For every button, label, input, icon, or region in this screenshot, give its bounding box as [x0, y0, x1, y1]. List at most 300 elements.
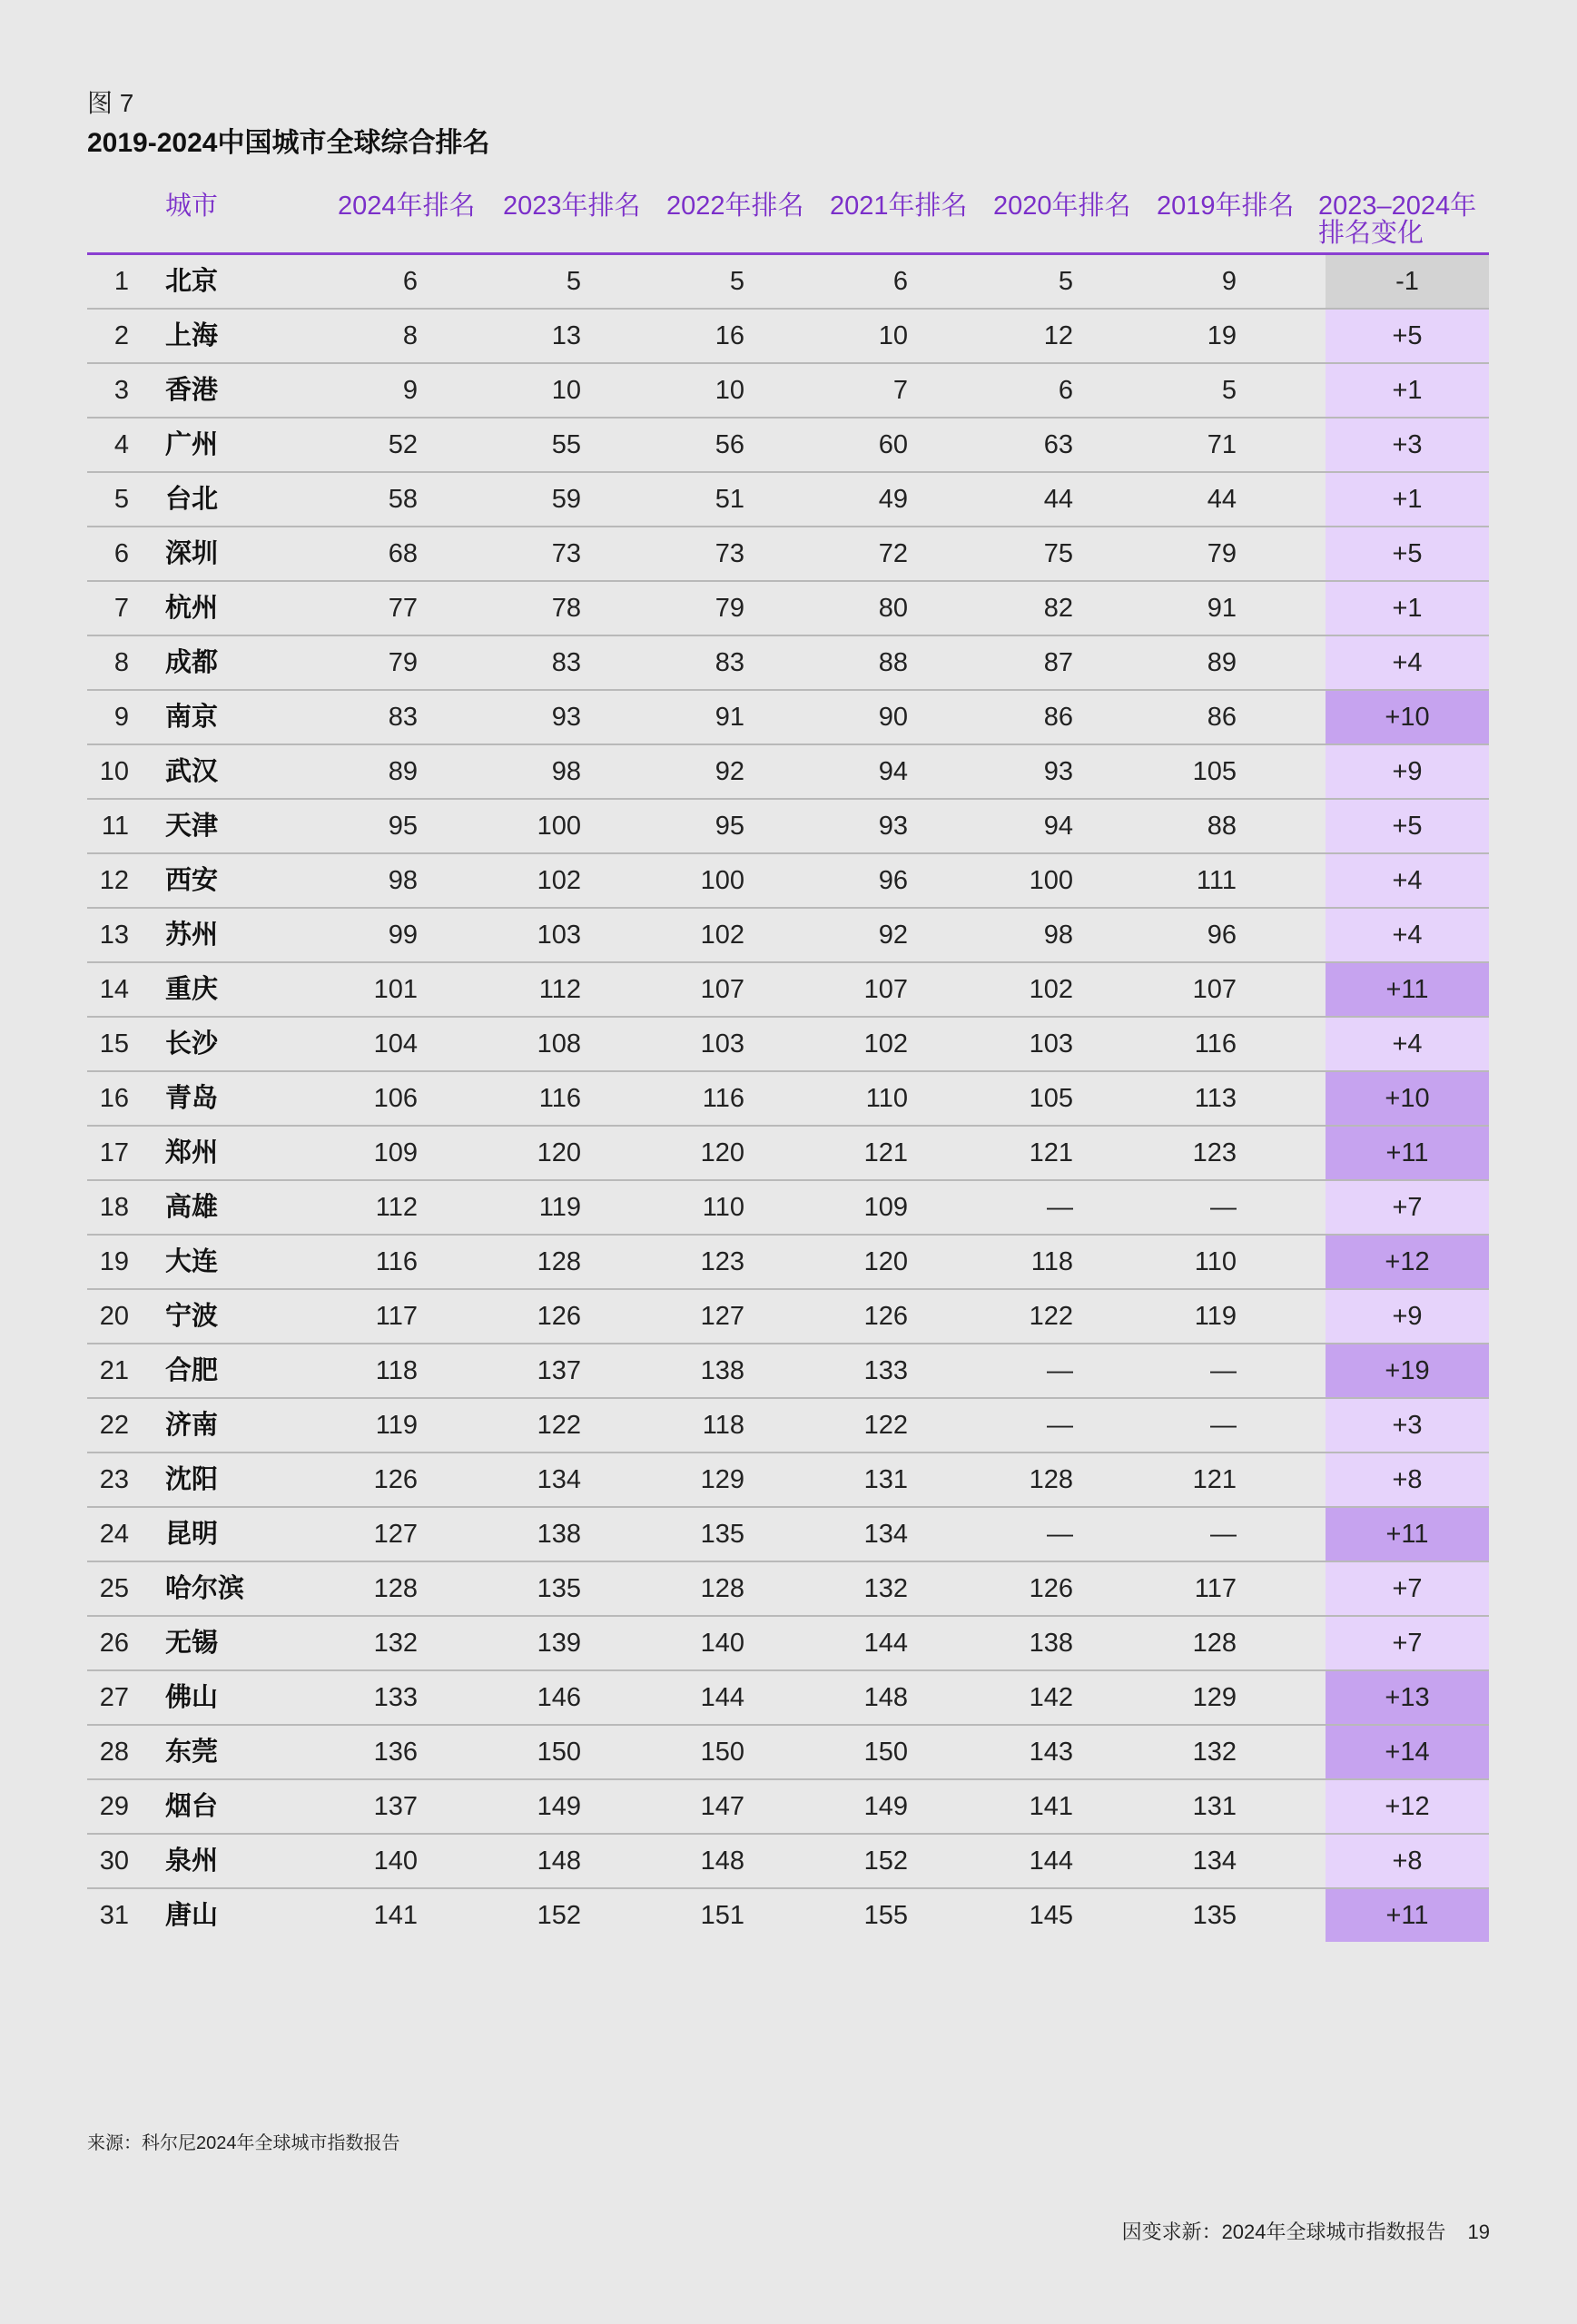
rank-2021: 150 [863, 1738, 908, 1767]
city-name: 长沙 [165, 1029, 219, 1059]
row-index: 12 [99, 866, 129, 895]
rank-2022: 123 [700, 1247, 744, 1276]
table-header [87, 182, 1489, 255]
rank-change: +7 [1326, 1617, 1489, 1669]
rank-2019: 19 [1207, 321, 1237, 350]
rank-2021: 110 [865, 1084, 908, 1113]
row-index: 4 [113, 430, 129, 459]
rank-2020: 94 [1043, 812, 1073, 841]
row-index: 9 [113, 703, 129, 732]
rank-2023: 103 [537, 921, 581, 950]
rank-2023: 93 [551, 703, 581, 732]
table-row [87, 582, 1489, 636]
rank-2021: 80 [878, 594, 908, 623]
rank-2022: 95 [715, 812, 744, 841]
row-index: 25 [99, 1574, 129, 1603]
row-index: 30 [99, 1846, 129, 1876]
row-index: 24 [99, 1520, 129, 1549]
city-name: 哈尔滨 [165, 1574, 245, 1603]
source-note: 来源：科尔尼2024年全球城市指数报告 [87, 2133, 400, 2153]
rank-2022: 73 [715, 539, 744, 568]
table-row [87, 691, 1489, 745]
rank-2021: 96 [878, 866, 908, 895]
rank-2021: 10 [878, 321, 908, 350]
rank-2020: 105 [1029, 1084, 1073, 1113]
rank-2019: 132 [1192, 1738, 1237, 1767]
rank-change: +11 [1326, 1127, 1489, 1179]
city-name: 成都 [165, 648, 219, 677]
table-row [87, 1290, 1489, 1344]
row-index: 27 [99, 1683, 129, 1712]
rank-2020: 126 [1029, 1574, 1073, 1603]
city-name: 深圳 [165, 539, 219, 568]
rank-2019: 123 [1192, 1138, 1237, 1167]
header-change-line1: 2023–2024年 [1318, 192, 1477, 221]
rank-2021: 6 [892, 267, 908, 296]
row-index: 15 [99, 1029, 129, 1059]
city-name: 东莞 [165, 1738, 219, 1767]
rank-2024: 58 [388, 485, 418, 514]
header-change [1318, 192, 1491, 247]
row-index: 13 [99, 921, 129, 950]
rank-2019: 135 [1192, 1901, 1237, 1930]
rank-2019: — [1210, 1193, 1237, 1222]
rank-2020: 44 [1043, 485, 1073, 514]
row-index: 5 [113, 485, 129, 514]
rank-change: +5 [1326, 527, 1489, 580]
rank-2020: 121 [1029, 1138, 1073, 1167]
page-number: 19 [1467, 2221, 1490, 2243]
rank-2023: 148 [537, 1846, 581, 1876]
rank-2024: 6 [402, 267, 418, 296]
rank-2020: 118 [1030, 1247, 1073, 1276]
rank-2023: 120 [537, 1138, 581, 1167]
rank-2019: — [1210, 1411, 1237, 1440]
row-index: 26 [99, 1629, 129, 1658]
city-name: 重庆 [165, 975, 219, 1004]
city-name: 宁波 [165, 1302, 219, 1331]
rank-2024: 116 [375, 1247, 418, 1276]
rank-2019: 134 [1192, 1846, 1237, 1876]
row-index: 31 [99, 1901, 129, 1930]
rank-change: +4 [1326, 854, 1489, 907]
rank-2022: 5 [729, 267, 744, 296]
row-index: 10 [99, 757, 129, 786]
rank-2023: 98 [551, 757, 581, 786]
rank-2021: 144 [863, 1629, 908, 1658]
rank-2024: 119 [375, 1411, 418, 1440]
rank-2019: 9 [1221, 267, 1237, 296]
rank-2023: 112 [538, 975, 581, 1004]
rank-2019: 96 [1207, 921, 1237, 950]
table-row [87, 909, 1489, 963]
rank-2020: 93 [1043, 757, 1073, 786]
row-index: 7 [113, 594, 129, 623]
rank-2023: 13 [551, 321, 581, 350]
rank-2021: 126 [863, 1302, 908, 1331]
rank-2022: 107 [700, 975, 744, 1004]
rank-2023: 119 [538, 1193, 581, 1222]
rank-2023: 5 [566, 267, 581, 296]
header-2019: 2019年排名 [1157, 192, 1295, 221]
rank-2024: 99 [388, 921, 418, 950]
city-name: 苏州 [165, 921, 219, 950]
rank-2024: 83 [388, 703, 418, 732]
row-index: 3 [113, 376, 129, 405]
city-name: 无锡 [165, 1629, 219, 1658]
rank-change: +1 [1326, 364, 1489, 417]
rank-2019: 113 [1194, 1084, 1237, 1113]
rank-change: +11 [1326, 1508, 1489, 1561]
rank-2022: 140 [700, 1629, 744, 1658]
table-row [87, 473, 1489, 527]
rank-2019: — [1210, 1520, 1237, 1549]
rank-2022: 144 [700, 1683, 744, 1712]
rank-2021: 107 [863, 975, 908, 1004]
rank-2024: 101 [373, 975, 418, 1004]
rank-2024: 112 [375, 1193, 418, 1222]
table-row [87, 1018, 1489, 1072]
rank-2024: 77 [388, 594, 418, 623]
rank-2023: 59 [551, 485, 581, 514]
header-change-line2: 排名变化 [1318, 219, 1424, 248]
city-name: 济南 [165, 1411, 219, 1440]
rank-2024: 79 [388, 648, 418, 677]
rank-2024: 104 [373, 1029, 418, 1059]
rank-2019: 91 [1207, 594, 1237, 623]
city-name: 昆明 [165, 1520, 219, 1549]
rank-2022: 100 [700, 866, 744, 895]
rank-2020: 12 [1043, 321, 1073, 350]
rank-2020: 63 [1043, 430, 1073, 459]
rank-2021: 93 [878, 812, 908, 841]
rank-2023: 55 [551, 430, 581, 459]
rank-2021: 133 [863, 1356, 908, 1385]
city-name: 杭州 [165, 594, 219, 623]
city-name: 上海 [165, 321, 219, 350]
table-row [87, 1889, 1489, 1942]
city-name: 北京 [165, 267, 219, 296]
rank-2019: 107 [1192, 975, 1237, 1004]
rank-2020: 86 [1043, 703, 1073, 732]
rank-2024: 98 [388, 866, 418, 895]
rank-change: +4 [1326, 909, 1489, 961]
rank-2022: 138 [700, 1356, 744, 1385]
rank-2024: 95 [388, 812, 418, 841]
row-index: 22 [99, 1411, 129, 1440]
rank-change: +9 [1326, 745, 1489, 798]
rank-2021: 49 [878, 485, 908, 514]
rank-2024: 137 [373, 1792, 418, 1821]
rank-2024: 109 [373, 1138, 418, 1167]
rank-2020: 128 [1029, 1465, 1073, 1494]
table-row [87, 800, 1489, 854]
rank-2022: 56 [715, 430, 744, 459]
rank-2023: 135 [537, 1574, 581, 1603]
rank-change: +1 [1326, 473, 1489, 526]
rank-2022: 129 [700, 1465, 744, 1494]
city-name: 郑州 [165, 1138, 219, 1167]
rank-2024: 127 [373, 1520, 418, 1549]
rank-2020: 144 [1029, 1846, 1073, 1876]
rank-change: -1 [1326, 255, 1489, 308]
rank-2023: 83 [551, 648, 581, 677]
rank-2019: 110 [1194, 1247, 1237, 1276]
table-row [87, 1181, 1489, 1236]
rank-2023: 137 [537, 1356, 581, 1385]
header-city: 城市 [165, 192, 219, 221]
rank-change: +5 [1326, 800, 1489, 852]
rank-2020: — [1047, 1520, 1073, 1549]
rank-2020: 143 [1029, 1738, 1073, 1767]
rank-2019: 71 [1207, 430, 1237, 459]
rank-2022: 103 [700, 1029, 744, 1059]
table-body [87, 255, 1489, 1942]
rank-2024: 126 [373, 1465, 418, 1494]
page-footer [1122, 2217, 1490, 2245]
rank-2022: 151 [700, 1901, 744, 1930]
row-index: 14 [99, 975, 129, 1004]
rank-2021: 132 [863, 1574, 908, 1603]
rank-2021: 7 [892, 376, 908, 405]
rank-2023: 73 [551, 539, 581, 568]
row-index: 17 [99, 1138, 129, 1167]
header-2023: 2023年排名 [503, 192, 641, 221]
rank-2021: 122 [863, 1411, 908, 1440]
rank-change: +10 [1326, 1072, 1489, 1125]
rank-2020: 100 [1029, 866, 1073, 895]
rank-2024: 68 [388, 539, 418, 568]
rank-change: +4 [1326, 636, 1489, 689]
header-2024: 2024年排名 [338, 192, 476, 221]
rank-2023: 152 [537, 1901, 581, 1930]
city-name: 佛山 [165, 1683, 219, 1712]
rank-change: +12 [1326, 1236, 1489, 1288]
rank-2024: 52 [388, 430, 418, 459]
rank-2024: 141 [373, 1901, 418, 1930]
rank-2024: 140 [373, 1846, 418, 1876]
table-row [87, 1399, 1489, 1453]
rank-2023: 108 [537, 1029, 581, 1059]
rank-2022: 110 [702, 1193, 744, 1222]
row-index: 2 [113, 321, 129, 350]
table-row [87, 255, 1489, 310]
rank-2021: 134 [863, 1520, 908, 1549]
rank-change: +3 [1326, 419, 1489, 471]
rank-change: +10 [1326, 691, 1489, 743]
rank-2020: 87 [1043, 648, 1073, 677]
rank-2021: 60 [878, 430, 908, 459]
table-row [87, 1617, 1489, 1671]
row-index: 23 [99, 1465, 129, 1494]
rank-2019: 121 [1192, 1465, 1237, 1494]
rank-change: +11 [1326, 1889, 1489, 1942]
rank-change: +8 [1326, 1453, 1489, 1506]
rank-2019: 88 [1207, 812, 1237, 841]
rank-2021: 92 [878, 921, 908, 950]
rank-2019: 105 [1192, 757, 1237, 786]
rank-2023: 102 [537, 866, 581, 895]
rank-2020: 142 [1029, 1683, 1073, 1712]
rank-2022: 147 [700, 1792, 744, 1821]
rank-2023: 138 [537, 1520, 581, 1549]
rank-2019: 117 [1194, 1574, 1237, 1603]
rank-2023: 134 [537, 1465, 581, 1494]
rank-2023: 122 [537, 1411, 581, 1440]
rank-2020: 102 [1029, 975, 1073, 1004]
table-row [87, 1453, 1489, 1508]
row-index: 8 [113, 648, 129, 677]
rank-2022: 118 [702, 1411, 744, 1440]
rank-2022: 91 [715, 703, 744, 732]
rank-change: +5 [1326, 310, 1489, 362]
table-row [87, 963, 1489, 1018]
rank-2019: 89 [1207, 648, 1237, 677]
row-index: 1 [113, 267, 129, 296]
city-name: 香港 [165, 376, 219, 405]
row-index: 29 [99, 1792, 129, 1821]
rank-2020: 6 [1058, 376, 1073, 405]
rank-2020: 141 [1029, 1792, 1073, 1821]
city-name: 南京 [165, 703, 219, 732]
rank-2024: 136 [373, 1738, 418, 1767]
rank-2022: 150 [700, 1738, 744, 1767]
row-index: 21 [99, 1356, 129, 1385]
table-row [87, 1127, 1489, 1181]
rank-2020: — [1047, 1193, 1073, 1222]
rank-2021: 120 [863, 1247, 908, 1276]
rank-2024: 106 [373, 1084, 418, 1113]
rank-2022: 83 [715, 648, 744, 677]
rank-2019: — [1210, 1356, 1237, 1385]
rank-2022: 92 [715, 757, 744, 786]
row-index: 18 [99, 1193, 129, 1222]
rank-2024: 89 [388, 757, 418, 786]
rank-2019: 131 [1192, 1792, 1237, 1821]
rank-2020: 82 [1043, 594, 1073, 623]
city-name: 合肥 [165, 1356, 219, 1385]
rank-2021: 72 [878, 539, 908, 568]
rank-2022: 102 [700, 921, 744, 950]
rank-2023: 149 [537, 1792, 581, 1821]
table-row [87, 310, 1489, 364]
rank-2021: 94 [878, 757, 908, 786]
rank-2020: — [1047, 1356, 1073, 1385]
rank-2021: 152 [863, 1846, 908, 1876]
table-row [87, 527, 1489, 582]
rank-2019: 119 [1194, 1302, 1237, 1331]
rank-2021: 102 [863, 1029, 908, 1059]
rank-2023: 78 [551, 594, 581, 623]
rank-change: +4 [1326, 1018, 1489, 1070]
rank-2022: 10 [715, 376, 744, 405]
table-row [87, 1562, 1489, 1617]
rank-2019: 5 [1221, 376, 1237, 405]
rank-change: +3 [1326, 1399, 1489, 1452]
rank-2020: 122 [1029, 1302, 1073, 1331]
city-name: 泉州 [165, 1846, 219, 1876]
rank-2020: 75 [1043, 539, 1073, 568]
city-name: 烟台 [165, 1792, 219, 1821]
rank-change: +19 [1326, 1344, 1489, 1397]
rank-2024: 8 [402, 321, 418, 350]
table-row [87, 1780, 1489, 1835]
rank-change: +13 [1326, 1671, 1489, 1724]
footer-title: 因变求新：2024年全球城市指数报告 [1121, 2221, 1446, 2243]
rank-2023: 10 [551, 376, 581, 405]
row-index: 16 [99, 1084, 129, 1113]
rank-2019: 79 [1207, 539, 1237, 568]
rank-2019: 116 [1194, 1029, 1237, 1059]
rank-2024: 128 [373, 1574, 418, 1603]
city-name: 西安 [165, 866, 219, 895]
city-name: 沈阳 [165, 1465, 219, 1494]
rank-2021: 148 [863, 1683, 908, 1712]
rank-2024: 118 [375, 1356, 418, 1385]
row-index: 6 [113, 539, 129, 568]
table-row [87, 1236, 1489, 1290]
rank-2023: 126 [537, 1302, 581, 1331]
city-name: 天津 [165, 812, 219, 841]
rank-2021: 155 [863, 1901, 908, 1930]
rank-2022: 120 [700, 1138, 744, 1167]
rank-2024: 9 [402, 376, 418, 405]
rank-2021: 131 [863, 1465, 908, 1494]
rank-2022: 116 [702, 1084, 744, 1113]
header-2022: 2022年排名 [666, 192, 804, 221]
city-name: 广州 [165, 430, 219, 459]
rank-2024: 132 [373, 1629, 418, 1658]
rank-2021: 149 [863, 1792, 908, 1821]
rank-2019: 129 [1192, 1683, 1237, 1712]
rank-change: +14 [1326, 1726, 1489, 1778]
header-2020: 2020年排名 [993, 192, 1131, 221]
rank-2019: 44 [1207, 485, 1237, 514]
rank-change: +11 [1326, 963, 1489, 1016]
rank-2022: 51 [715, 485, 744, 514]
rank-2020: 138 [1029, 1629, 1073, 1658]
rank-2023: 150 [537, 1738, 581, 1767]
rank-change: +1 [1326, 582, 1489, 635]
rank-2019: 111 [1196, 866, 1237, 895]
rank-change: +8 [1326, 1835, 1489, 1887]
rank-change: +7 [1326, 1181, 1489, 1234]
rank-2022: 127 [700, 1302, 744, 1331]
rank-2024: 133 [373, 1683, 418, 1712]
rank-2022: 128 [700, 1574, 744, 1603]
table-row [87, 1835, 1489, 1889]
rank-change: +7 [1326, 1562, 1489, 1615]
rank-2023: 139 [537, 1629, 581, 1658]
rank-2022: 79 [715, 594, 744, 623]
rank-2022: 135 [700, 1520, 744, 1549]
rank-2023: 146 [537, 1683, 581, 1712]
header-2021: 2021年排名 [830, 192, 968, 221]
table-row [87, 636, 1489, 691]
rank-2020: 5 [1058, 267, 1073, 296]
rank-2019: 128 [1192, 1629, 1237, 1658]
table-row [87, 364, 1489, 419]
row-index: 28 [99, 1738, 129, 1767]
row-index: 19 [99, 1247, 129, 1276]
rank-2024: 117 [375, 1302, 418, 1331]
rank-change: +12 [1326, 1780, 1489, 1833]
table-row [87, 1508, 1489, 1562]
rank-2023: 116 [538, 1084, 581, 1113]
table-row [87, 419, 1489, 473]
rank-2022: 16 [715, 321, 744, 350]
row-index: 11 [101, 812, 129, 841]
